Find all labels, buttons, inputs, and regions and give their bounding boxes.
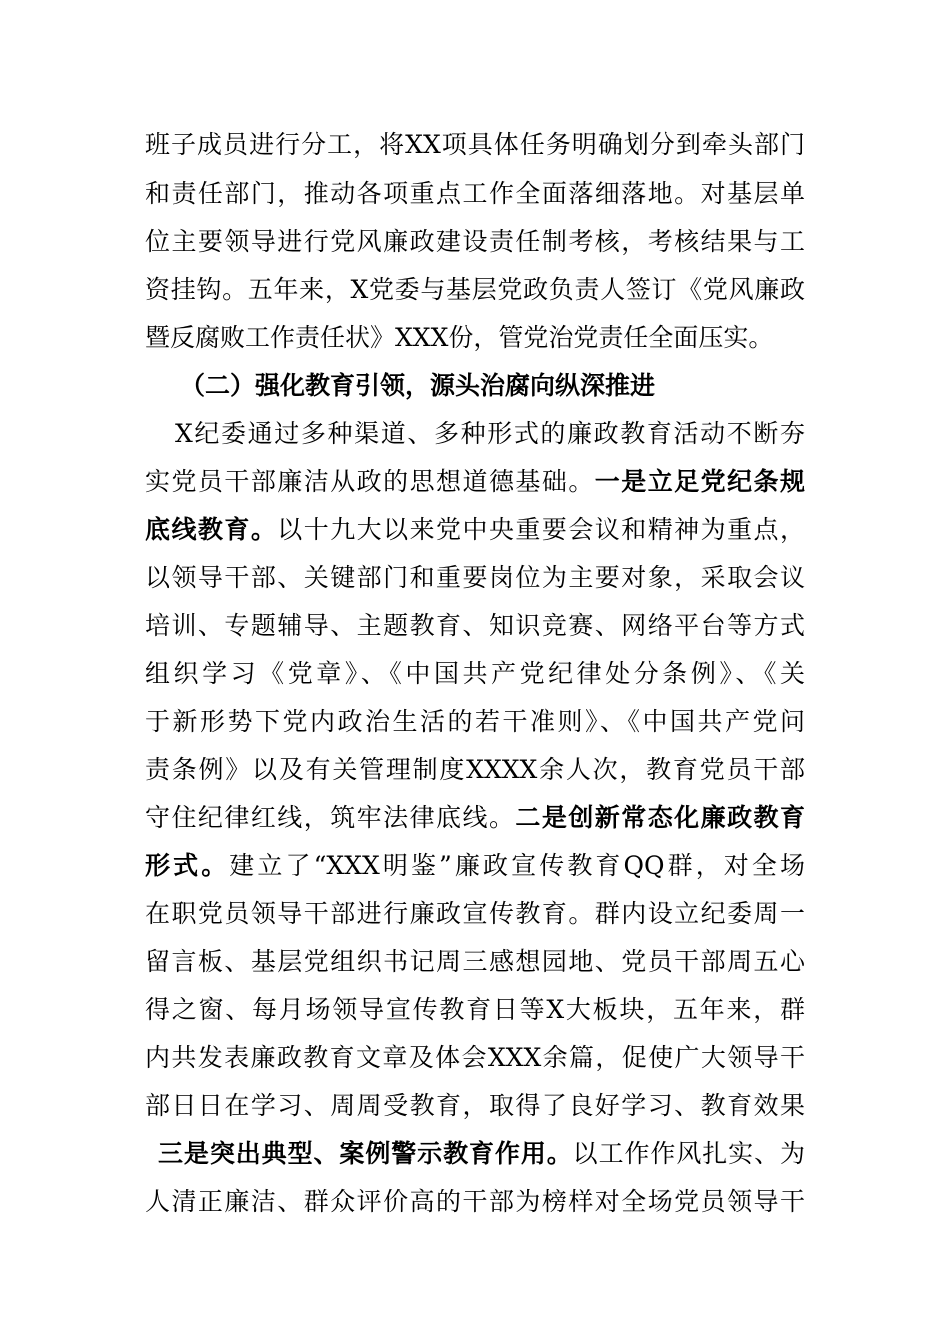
body-line-11: 培训、专题辅导、主题教育、知识竞赛、网络平台等方式	[145, 611, 805, 640]
body-text: 实党员干部廉洁从政的思想道德基础。	[145, 467, 595, 496]
body-line-2: 和责任部门，推动各项重点工作全面落细落地。对基层单	[145, 179, 805, 208]
body-line-13: 于新形势下党内政治生活的若干准则》、《中国共产党问	[145, 707, 805, 736]
body-line-3: 位主要领导进行党风廉政建设责任制考核，考核结果与工	[145, 227, 805, 256]
bold-phrase: 形式。	[145, 851, 230, 880]
body-line-9	[145, 510, 805, 550]
body-text: 以十九大以来党中央重要会议和精神为重点，	[277, 515, 805, 544]
body-line-8	[145, 462, 805, 502]
body-line-22	[158, 1134, 805, 1174]
bold-phrase: 三是突出典型、案例警示教育作用。	[158, 1139, 573, 1168]
body-line-7: X纪委通过多种渠道、多种形式的廉政教育活动不断夯	[175, 419, 805, 448]
bold-phrase: 底线教育。	[145, 515, 278, 544]
body-line-5: 暨反腐败工作责任状》XXX份，管党治党责任全面压实。	[145, 323, 774, 352]
body-line-18: 留言板、基层党组织书记周三感想园地、党员干部周五心	[145, 947, 805, 976]
body-line-23: 人清正廉洁、群众评价高的干部为榜样对全场党员领导干	[145, 1187, 805, 1216]
body-line-12: 组织学习《党章》、《中国共产党纪律处分条例》、《关	[145, 659, 805, 688]
bold-phrase: 一是立足党纪条规	[594, 467, 805, 496]
body-line-19: 得之窗、每月场领导宣传教育日等X大板块，五年来，群	[145, 995, 805, 1024]
body-line-14: 责条例》以及有关管理制度XXXX余人次，教育党员干部	[145, 755, 805, 784]
body-line-16	[145, 846, 805, 886]
body-line-21: 部日日在学习、周周受教育，取得了良好学习、教育效果	[145, 1091, 805, 1120]
body-line-20: 内共发表廉政教育文章及体会XXX余篇，促使广大领导干	[145, 1043, 805, 1072]
bold-phrase: 二是创新常态化廉政教育	[515, 803, 805, 832]
section-heading: （二）强化教育引领，源头治腐向纵深推进	[180, 371, 656, 400]
body-text: 以工作作风扎实、为	[572, 1139, 805, 1168]
body-line-1: 班子成员进行分工，将XX项具体任务明确划分到牵头部门	[145, 130, 805, 159]
body-line-10: 以领导干部、关键部门和重要岗位为主要对象，采取会议	[145, 563, 805, 592]
body-line-17: 在职党员领导干部进行廉政宣传教育。群内设立纪委周一	[145, 899, 805, 928]
body-text: 建立了“XXX明鉴”廉政宣传教育QQ群，对全场	[229, 851, 805, 880]
body-line-15	[145, 798, 805, 838]
body-line-4: 资挂钩。五年来，X党委与基层党政负责人签订《党风廉政	[145, 275, 805, 304]
body-text: 守住纪律红线，筑牢法律底线。	[145, 803, 516, 832]
